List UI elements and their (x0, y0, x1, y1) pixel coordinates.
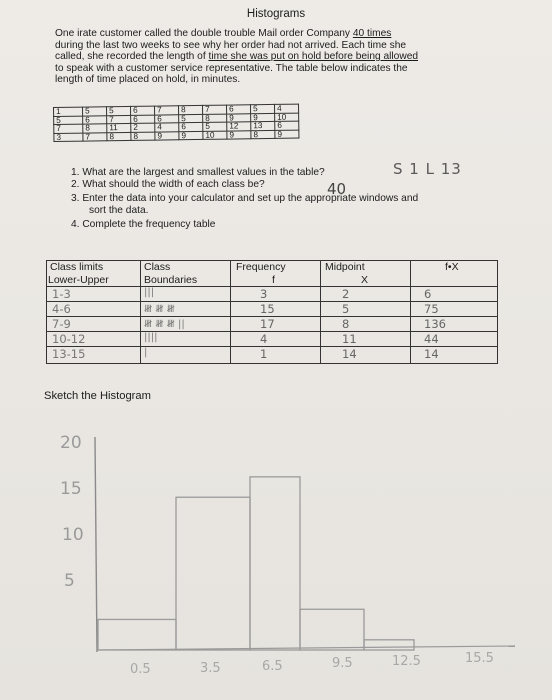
raw-table-cell: 5 (250, 104, 274, 113)
question-4: 4. Complete the frequency table (71, 219, 216, 230)
row-fx: 6 (424, 287, 432, 301)
x-tick-label: 6.5 (262, 659, 283, 674)
raw-table-cell: 6 (226, 105, 250, 114)
raw-table-cell: 7 (83, 133, 107, 142)
row-tally: 𝍸 𝍸 𝍸 || (144, 319, 185, 330)
row-tally: |||| (144, 332, 158, 343)
header-class: Class (144, 261, 171, 273)
question-3-cont: sort the data. (89, 205, 149, 216)
row-limits: 7-9 (52, 317, 71, 331)
x-tick-label: 3.5 (200, 661, 221, 676)
raw-table-cell: 8 (251, 130, 275, 139)
question-1: 1. What are the largest and smallest values in the table? (71, 167, 325, 178)
raw-table-cell: 9 (227, 113, 251, 122)
row-fx: 136 (424, 317, 446, 331)
raw-table-cell: 5 (54, 116, 83, 125)
raw-table-cell: 8 (203, 114, 227, 123)
raw-table-cell: 6 (130, 106, 154, 115)
raw-table-cell: 8 (107, 132, 131, 141)
raw-table-cell: 1 (54, 107, 83, 116)
row-fx: 14 (424, 347, 439, 361)
row-tally: ||| (144, 287, 155, 298)
x-tick-label: 0.5 (130, 662, 151, 677)
row-midpoint: 14 (342, 347, 357, 361)
question-2: 2. What should the width of each class be? (71, 179, 265, 190)
row-frequency: 15 (260, 302, 275, 316)
histogram-bar (176, 497, 250, 650)
raw-table-cell: 7 (154, 106, 178, 115)
row-tally: | (144, 347, 148, 358)
header-frequency: Frequency (236, 261, 286, 273)
row-midpoint: 5 (342, 302, 350, 316)
header-f: f (272, 274, 275, 286)
raw-table-cell: 6 (83, 115, 107, 124)
x-tick-label: 15.5 (465, 651, 494, 666)
y-axis-line (95, 437, 97, 652)
histogram-bar (364, 640, 414, 650)
raw-table-cell: 5 (203, 122, 227, 131)
handwritten-q2-answer: 40 (327, 180, 347, 198)
raw-table-cell: 6 (131, 115, 155, 124)
raw-table-cell: 6 (275, 121, 299, 130)
page-title: Histograms (246, 8, 306, 20)
raw-table-cell: 5 (179, 114, 203, 123)
raw-table-cell: 7 (107, 115, 131, 124)
raw-table-cell: 6 (179, 123, 203, 132)
row-frequency: 3 (260, 287, 268, 301)
row-midpoint: 11 (342, 332, 357, 346)
raw-table-cell: 4 (274, 104, 298, 113)
header-x: X (361, 274, 369, 286)
histogram-bar (98, 619, 176, 650)
y-tick-label: 20 (60, 433, 82, 453)
x-tick-label: 12.5 (392, 654, 421, 669)
row-limits: 10-12 (52, 332, 86, 346)
y-tick-label: 5 (64, 571, 75, 591)
row-fx: 44 (424, 332, 439, 346)
intro-line3b: time she was put on hold before being allowed (208, 51, 419, 63)
raw-table-cell: 9 (251, 113, 275, 122)
row-midpoint: 8 (342, 317, 350, 331)
y-tick-label: 10 (62, 525, 84, 545)
raw-table-cell: 12 (227, 122, 251, 131)
header-lower-upper: Lower-Upper (48, 274, 109, 286)
row-frequency: 1 (260, 347, 268, 361)
intro-line4: to speak with a customer service representative. The table below indicates the (55, 62, 408, 74)
row-fx: 75 (424, 302, 439, 316)
raw-table-cell: 9 (227, 131, 251, 140)
intro-line2: during the last two weeks to see why her order had not arrived. Each time she (55, 39, 407, 51)
raw-table-cell: 8 (178, 105, 202, 114)
raw-table-cell: 5 (83, 107, 107, 116)
header-midpoint: Midpoint (325, 261, 365, 273)
raw-table-cell: 7 (54, 124, 83, 133)
raw-table-cell: 3 (54, 133, 83, 142)
row-frequency: 4 (260, 332, 268, 346)
raw-table-cell: 6 (155, 114, 179, 123)
intro-line3a: called, she recorded the length of (55, 51, 209, 63)
raw-table-cell: 11 (107, 124, 131, 133)
raw-table-cell: 8 (83, 124, 107, 133)
raw-table-cell: 10 (275, 113, 299, 122)
raw-table-cell: 9 (275, 130, 299, 139)
raw-table-cell: 9 (179, 131, 203, 140)
row-frequency: 17 (260, 317, 275, 331)
handwritten-q1-answer: S 1 L 13 (393, 160, 462, 178)
header-boundaries: Boundaries (144, 274, 198, 286)
x-tick-label: 9.5 (332, 656, 353, 671)
raw-table-cell: 5 (107, 106, 131, 115)
raw-table-cell: 8 (131, 132, 155, 141)
raw-table-cell: 10 (203, 131, 227, 140)
row-limits: 1-3 (52, 287, 71, 301)
row-limits: 13-15 (52, 347, 86, 361)
raw-table-cell: 2 (131, 123, 155, 132)
row-midpoint: 2 (342, 287, 350, 301)
histogram-bar (250, 477, 300, 650)
raw-table-cell: 13 (251, 122, 275, 131)
row-limits: 4-6 (52, 302, 71, 316)
header-fx: f•X (445, 261, 459, 273)
raw-table-cell: 9 (155, 132, 179, 141)
intro-line1a: One irate customer called the double trouble Mail order Company (55, 28, 353, 39)
header-class-limits: Class limits (50, 261, 104, 273)
raw-table-cell: 4 (155, 123, 179, 132)
intro-line1b: 40 times (352, 28, 392, 39)
question-3: 3. Enter the data into your calculator and set up the appropriate windows and (71, 193, 419, 204)
raw-table-cell: 7 (202, 105, 226, 114)
intro-line5: length of time placed on hold, in minutes. (55, 74, 241, 86)
sketch-label: Sketch the Histogram (44, 390, 151, 402)
histogram-bar (300, 609, 364, 650)
y-tick-label: 15 (60, 479, 82, 499)
row-tally: 𝍸 𝍸 𝍸 (144, 304, 175, 315)
